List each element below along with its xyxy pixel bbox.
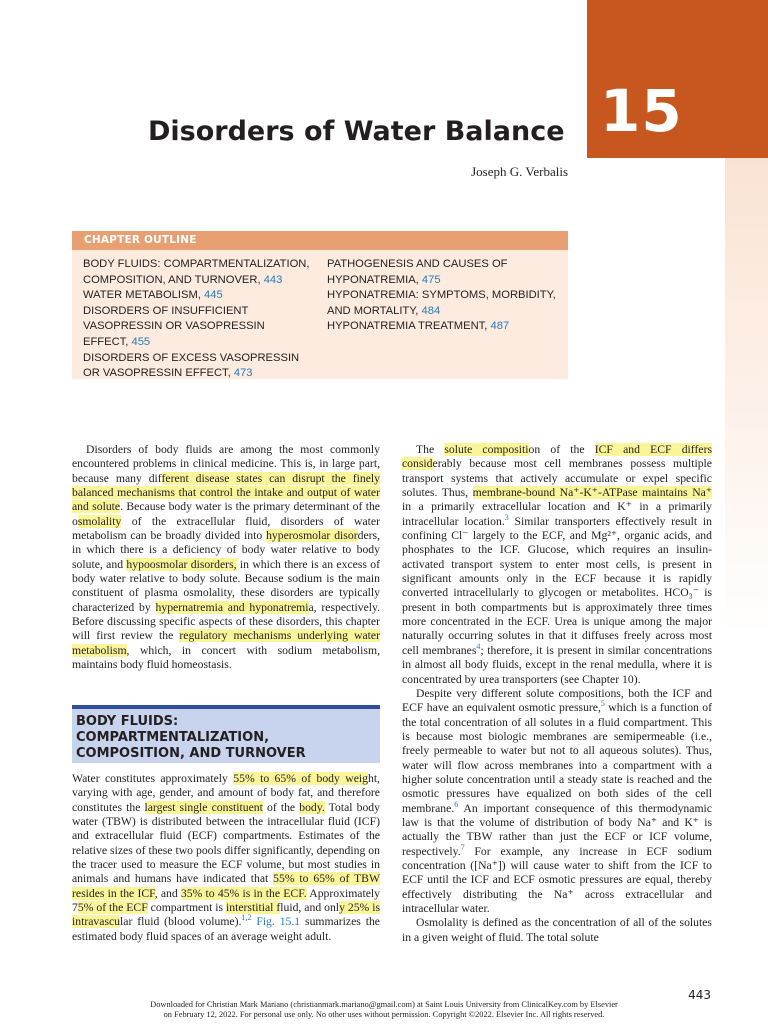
highlighted-text: 5% of the ECF <box>77 901 148 915</box>
highlighted-text: ICF and ECF differs consid <box>402 443 713 471</box>
outline-item-label: DISORDERS OF EXCESS VASOPRESSIN OR VASOPRESSIN EFFECT, <box>83 351 300 380</box>
outline-item[interactable] <box>327 319 562 335</box>
page-number: 443 <box>688 988 711 1002</box>
text-run: For example, any increase in ECF sodium concentration ([Na⁺]) will cause water to shift from the ICF to ECF until the ICF and ECF osmotic pressures are equal, thereby effectively distributing the Na⁺ across extracellular and intracellular water. <box>402 844 712 915</box>
reference-link[interactable]: 7 <box>460 842 465 852</box>
chapter-outline-header: CHAPTER OUTLINE <box>72 231 568 250</box>
outline-page-link[interactable]: 473 <box>233 367 253 380</box>
text-run: . Because body water is the primary determinant of the o <box>72 500 380 528</box>
text-run: in which there is an excess of body water relative to body solute. Because sodium is the main constituent of plasma osmolality, these disorders are typically characterized by <box>72 557 381 614</box>
footer-line: Downloaded for Christian Mark Mariano (christianmark.mariano@gmail.com) at Saint Louis University from ClinicalKey.com by Elsevier <box>150 1000 618 1009</box>
text-run: a, respectively. Before discussing specific aspects of these disorders, this chapter will first review the <box>72 600 381 643</box>
reference-link[interactable]: 3 <box>504 512 509 522</box>
outline-item[interactable] <box>83 351 313 382</box>
text-run: which is a function of the total concentration of all solutes in a fluid compartment. This is because most biologic membranes are semipermeable (i.e., freely permeable to water but not to all aqueous solutes). Thus, water will flow across membranes into a compartment with a higher solute concentration until a steady state is reached and the osmotic pressures have equalized on both sides of the cell membrane. <box>402 701 712 815</box>
outline-item[interactable] <box>327 257 562 288</box>
chapter-number-box <box>587 0 768 158</box>
right-column <box>402 443 712 945</box>
highlighted-text: largest single constituent <box>144 800 263 814</box>
section-heading-line: COMPOSITION, AND TURNOVER <box>76 746 306 761</box>
paragraph <box>72 772 380 944</box>
highlighted-text: body. <box>299 800 325 814</box>
outline-item-label: PATHOGENESIS AND CAUSES OF HYPONATREMIA, <box>327 258 508 286</box>
reference-link[interactable]: 5 <box>600 699 605 709</box>
text-run: Despite very different solute compositions, both the ICF and ECF have an equivalent osmotic pressure, <box>402 686 712 715</box>
text-run: Total body water (TBW) is distributed between the intracellular fluid (ICF) and extracellular fluid (ECF) compartments. Estimates of the relative sizes of these two pools differ significantly, depending on the tracer used to measure the ECF volume, but most studies in animals and humans have indicated that <box>72 800 380 886</box>
text-run: of the extracellular fluid, disorders of water metabolism can be broadly divided into <box>72 514 380 543</box>
highlighted-text: hyperosmolar disor <box>266 529 358 543</box>
highlighted-text: ferent disease states can disrupt the finely balanced mechanisms that control the intake and output of water and solute <box>72 471 380 514</box>
text-run: Disorders of body fluids are among the most commonly encountered problems in clinical medicine. This is, in large part, because many dif <box>72 443 380 485</box>
highlighted-text: regulatory mechanisms underlying water metabolism <box>72 629 380 657</box>
text-run: Similar transporters effectively result in confining Cl⁻ largely to the ECF, and Mg²⁺, organic acids, and phosphates to the ICF. Glucose, which requires an insulin-activated transport system to enter most cells, is present in significant amounts only in the ECF because it is rapidly converted intracellularly to glycogen or metabolites. HCO₃⁻ is present in both compartments but is approximately three times more concentrated in the ECF. Urea is unique among the major naturally occurring solutes in that it diffuses freely across most cell membranes <box>402 514 712 657</box>
paragraph <box>72 443 380 673</box>
outline-item[interactable] <box>327 288 562 319</box>
text-run: ; therefore, it is present in similar concentrations in almost all body fluids, except in the renal medulla, where it is concentrated by urea transporters (see Chapter 10). <box>402 643 712 686</box>
left-column-intro <box>72 443 380 673</box>
outline-item-label: BODY FLUIDS: COMPARTMENTALIZATION, COMPOSITION, AND TURNOVER, <box>83 258 310 286</box>
outline-column-left <box>83 257 313 382</box>
outline-item[interactable] <box>83 304 313 351</box>
text-run: of the <box>262 800 300 814</box>
highlighted-text: y 25% is intravascu <box>72 901 381 929</box>
left-column-body <box>72 772 380 944</box>
highlighted-text: hypoosmolar disorders, <box>126 557 237 571</box>
highlighted-text: 35% to 45% is in the ECF. <box>180 886 307 900</box>
text-run: Water constitutes approximately <box>72 772 234 785</box>
reference-link[interactable]: 6 <box>454 799 459 809</box>
text-run: on of the <box>528 443 595 456</box>
highlighted-text: 55% to 65% of TBW resides in the ICF <box>72 872 380 900</box>
section-heading-line: COMPARTMENTALIZATION, <box>76 730 270 745</box>
reference-link[interactable]: 4 <box>476 641 481 651</box>
paragraph <box>402 916 712 945</box>
outline-page-link[interactable]: 487 <box>490 320 510 333</box>
section-heading-body-fluids <box>72 705 380 763</box>
outline-page-link[interactable]: 455 <box>131 335 151 348</box>
outline-item[interactable] <box>83 257 313 288</box>
paragraph <box>402 687 712 917</box>
chapter-author: Joseph G. Verbalis <box>471 164 568 179</box>
outline-item-label: HYPONATREMIA TREATMENT, <box>327 320 491 333</box>
text-run: luid, and onl <box>280 901 340 915</box>
outline-page-link[interactable]: 443 <box>263 273 283 286</box>
highlighted-text: hypernatremia and hyponatremi <box>155 600 309 614</box>
footer-line: on February 12, 2022. For personal use only. No other uses without permission. Copyright ©2022. Elsevier Inc. All rights reserved. <box>163 1010 605 1019</box>
text-run: Approximately 7 <box>72 886 381 915</box>
outline-column-right <box>327 257 562 335</box>
outline-item-label: WATER METABOLISM, <box>83 289 204 302</box>
text-run: compartment is <box>147 901 227 915</box>
text-run: , which, in concert with sodium metabolism, maintains body fluid homeostasis. <box>72 643 380 672</box>
highlighted-text: smolality <box>77 514 122 528</box>
text-run: The <box>416 443 445 456</box>
text-run: Osmolality is defined as the concentration of all of the solutes in a given weight of fluid. The total solute <box>402 916 712 944</box>
highlighted-text: 55% to 65% of body weig <box>233 772 368 785</box>
chapter-title: Disorders of Water Balance <box>148 116 565 147</box>
text-run: ders, in which there is a deficiency of body water relative to body solute, and <box>72 529 380 571</box>
figure-link[interactable]: Fig. 15.1 <box>256 915 301 929</box>
section-heading-line: BODY FLUIDS: <box>76 714 179 729</box>
chapter-number: 15 <box>600 77 683 145</box>
highlighted-text: interstitial f <box>226 901 281 915</box>
reference-link[interactable]: 1,2 <box>241 913 252 923</box>
chapter-outline <box>72 231 568 379</box>
paragraph <box>402 443 712 687</box>
outline-item-label: DISORDERS OF INSUFFICIENT VASOPRESSIN OR VASOPRESSIN EFFECT, <box>83 304 265 348</box>
highlighted-text: solute compositi <box>444 443 529 456</box>
outline-page-link[interactable]: 445 <box>204 289 223 302</box>
text-run: in a primarily extracellular location and K⁺ in a primarily intracellular location. <box>402 500 712 528</box>
download-footer <box>0 1000 768 1020</box>
outline-page-link[interactable]: 475 <box>421 273 441 286</box>
outline-item-label: HYPONATREMIA: SYMPTOMS, MORBIDITY, AND MORTALITY, <box>327 289 556 317</box>
text-run: ht, varying with age, gender, and amount of body fat, and therefore constitutes the <box>72 772 380 814</box>
highlighted-text: membrane-bound Na⁺-K⁺-ATPase maintains Na⁺ <box>472 486 712 500</box>
text-run: erably because most cell membranes possess multiple transport systems that actively accumulate or expel specific solutes. Thus, <box>402 457 712 500</box>
outline-item[interactable] <box>83 288 313 304</box>
text-run: , and <box>154 886 181 900</box>
text-run: summarizes the estimated body fluid spaces of an average weight adult. <box>72 915 380 943</box>
text-run: An important consequence of this thermodynamic law is that the volume of distribution of body Na⁺ and K⁺ is actually the TBW rather than just the ECF or ICF volume, respectively. <box>402 801 712 858</box>
text-run: lar fluid (blood volume). <box>120 915 242 929</box>
outline-page-link[interactable]: 484 <box>421 304 441 317</box>
